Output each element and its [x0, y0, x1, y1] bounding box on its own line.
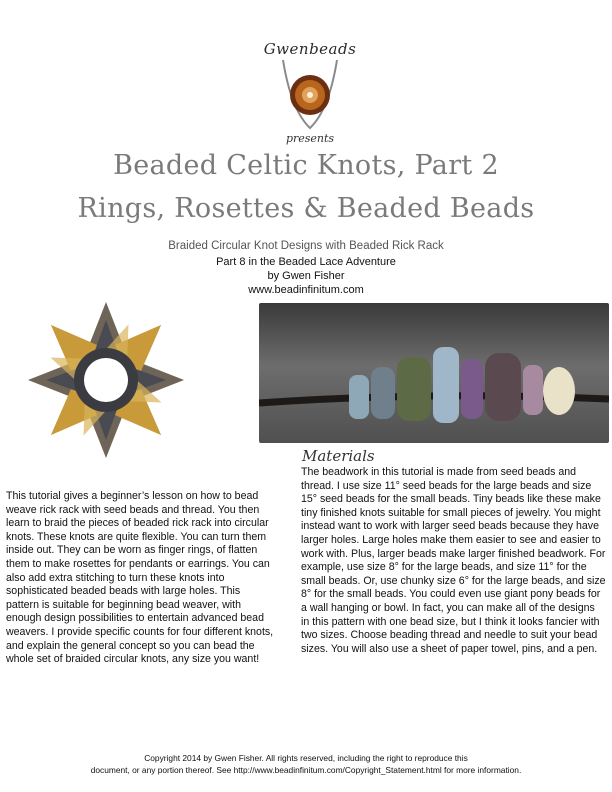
copyright-notice: [0, 752, 612, 776]
author-line: by Gwen Fisher: [267, 270, 345, 282]
materials-paragraph: The beadwork in this tutorial is made from seed beads and thread. I use size 11° seed beads for the large beads and size 15° seed beads for the small beads. Tiny beads like these make tiny finished knots suitable for small pieces of jewelry. You might instead want to work with larger seed beads because they have larger holes. Large holes make them easier to see and easier to work with. Plus, larger beads make larger finished beadwork. For example, use size 8° for the large beads, and size 11° for the small beads. Or, use chunky size 6° for the large beads, and size 8° for the small beads. You could even use giant pony beads for a wall hanging or bowl. In fact, you can make all of the designs in this pattern with one bead size, but I think it looks fancier with two sizes. Choose beading thread and needle to suit your bead sizes. You will also use a sheet of paper towel, pins, and a pen.: [301, 466, 606, 655]
celtic-knot-photo: [6, 292, 211, 462]
page-title-line2: Rings, Rosettes & Beaded Beads: [77, 193, 535, 224]
website-line: www.beadinfinitum.com: [248, 284, 364, 296]
subtitle: Braided Circular Knot Designs with Beaded Rick Rack: [168, 240, 444, 252]
beads-on-cord-image: [259, 303, 609, 443]
materials-heading: Materials: [302, 447, 375, 465]
copyright-line1: Copyright 2014 by Gwen Fisher. All rights reserved, including the right to reproduce this: [144, 753, 468, 763]
gwenbeads-logo: [255, 40, 365, 150]
beaded-beads-photo: [259, 303, 609, 443]
page-title-line1: Beaded Celtic Knots, Part 2: [113, 150, 499, 181]
series-line: Part 8 in the Beaded Lace Adventure: [216, 256, 396, 268]
intro-paragraph: This tutorial gives a beginner’s lesson on how to bead weave rick rack with seed beads and thread. You then learn to braid the pieces of beaded rick rack into circular knots. These knots are quite flexible. You can turn them inside out. They can be worn as finger rings, of flatten them to make rosettes for pendants or earrings. You can also add extra stitching to turn these knots into sophisticated beaded beads with large holes. This pattern is suitable for beginning bead weaver, with enough design possibilities to entertain advanced bead weavers. I provide specific counts for four different knots, and explain the general concept so you can bead the whole set of braided circular knots, any size you want!: [6, 490, 274, 666]
copyright-line2: document, or any portion thereof. See http://www.beadinfinitum.com/Copyright_Statement.html for more information.: [90, 765, 522, 775]
logo-wordmark: Gwenbeads: [263, 40, 357, 58]
logo-presents: presents: [285, 132, 335, 145]
